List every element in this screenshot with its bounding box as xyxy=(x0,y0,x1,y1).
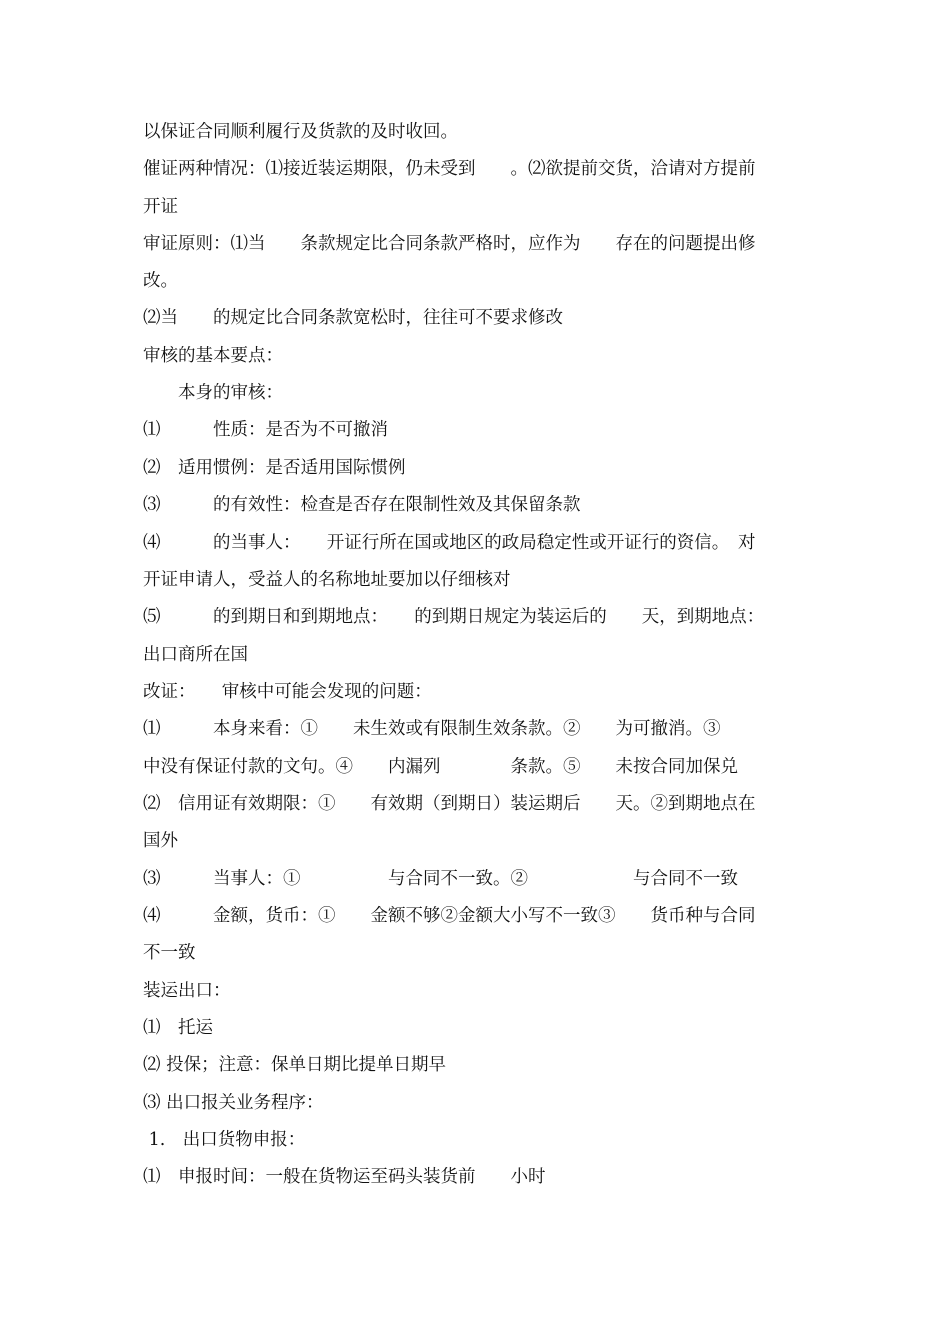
text-line: 审证原则：⑴当 条款规定比合同条款严格时，应作为 存在的问题提出修 xyxy=(143,234,756,254)
text-line: 中没有保证付款的文句。④ 内漏列 条款。⑤ 未按合同加保兑 xyxy=(143,757,738,777)
text-line: ⑴ 申报时间：一般在货物运至码头装货前 小时 xyxy=(143,1167,546,1187)
text-line: ⑷ 的当事人： 开证行所在国或地区的政局稳定性或开证行的资信。 对 xyxy=(143,533,756,553)
text-line: 不一致 xyxy=(143,943,196,963)
text-line: ⑶ 出口报关业务程序： xyxy=(143,1093,324,1113)
text-line: 装运出口： xyxy=(143,981,231,1001)
text-line: 本身的审核： xyxy=(143,383,283,403)
text-line: ⑵当 的规定比合同条款宽松时，往往可不要求修改 xyxy=(143,308,563,328)
text-line: ⑶ 当事人：① 与合同不一致。② 与合同不一致 xyxy=(143,869,738,889)
text-line: 催证两种情况：⑴接近装运期限，仍未受到 。⑵欲提前交货，洽请对方提前 xyxy=(143,159,756,179)
text-line: 改证： 审核中可能会发现的问题： xyxy=(143,682,432,702)
text-line: 以保证合同顺利履行及货款的及时收回。 xyxy=(143,122,458,142)
text-line: 国外 xyxy=(143,831,178,851)
text-line: ⑴ 性质：是否为不可撤消 xyxy=(143,420,388,440)
text-line: ⑴ 本身来看：① 未生效或有限制生效条款。② 为可撤消。③ xyxy=(143,719,721,739)
text-line: 改。 xyxy=(143,271,178,291)
text-line: 开证申请人，受益人的名称地址要加以仔细核对 xyxy=(143,570,511,590)
text-line: 开证 xyxy=(143,197,178,217)
text-line: ⑷ 金额，货币：① 金额不够②金额大小写不一致③ 货币种与合同 xyxy=(143,906,756,926)
text-line: ⑵ 投保；注意：保单日期比提单日期早 xyxy=(143,1055,447,1075)
text-line: ⑸ 的到期日和到期地点： 的到期日规定为装运后的 天，到期地点： xyxy=(143,607,765,627)
text-line: 1. 出口货物申报： xyxy=(143,1130,306,1150)
text-line: ⑴ 托运 xyxy=(143,1018,213,1038)
text-line: ⑵ 适用惯例：是否适用国际惯例 xyxy=(143,458,406,478)
text-line: ⑵ 信用证有效期限：① 有效期（到期日）装运期后 天。②到期地点在 xyxy=(143,794,756,814)
text-line: ⑶ 的有效性：检查是否存在限制性效及其保留条款 xyxy=(143,495,581,515)
text-line: 出口商所在国 xyxy=(143,645,248,665)
text-line: 审核的基本要点： xyxy=(143,346,283,366)
